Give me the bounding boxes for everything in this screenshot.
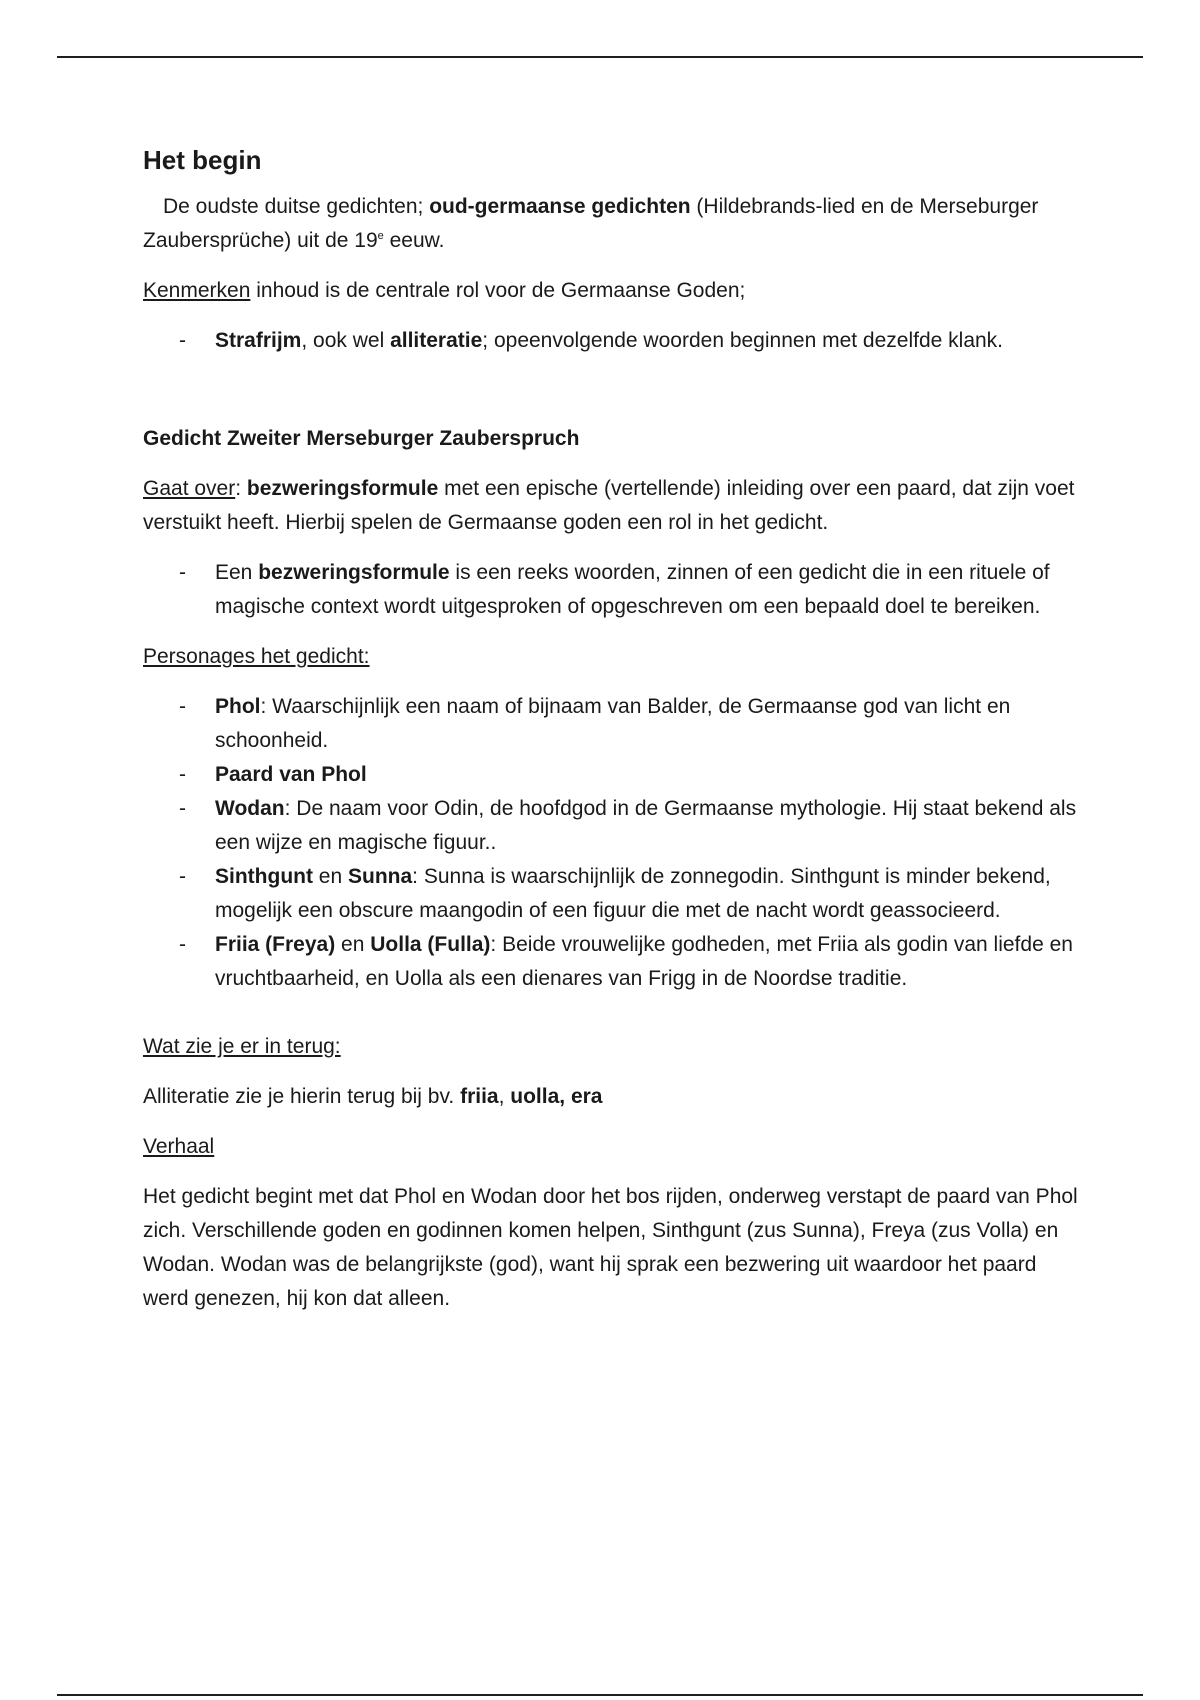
heading-het-begin: Het begin xyxy=(143,145,262,175)
top-rule xyxy=(57,56,1143,58)
gaat-over-label: Gaat over xyxy=(143,477,236,500)
def-term: bezweringsformule xyxy=(258,561,450,584)
intro-text-d: eeuw. xyxy=(383,229,445,252)
character-name: Sunna xyxy=(348,865,413,888)
character-name: Phol xyxy=(215,695,261,718)
heading-gedicht: Gedicht Zweiter Merseburger Zauberspruch xyxy=(143,427,580,450)
character-name: Uolla (Fulla) xyxy=(370,933,491,956)
character-desc: : Waarschijnlijk een naam of bijnaam van Balder, de Germaanse god van licht en schoonheid. xyxy=(215,695,1011,752)
strafrijm-term: Strafrijm xyxy=(215,329,302,352)
gaat-over-bold: bezweringsformule xyxy=(246,477,439,500)
wat-zie-je-label: Wat zie je er in terug: xyxy=(143,1035,341,1058)
intro-paragraph xyxy=(143,190,1083,258)
alliteratie-sep: , xyxy=(498,1085,511,1108)
verhaal-paragraph: Het gedicht begint met dat Phol en Wodan door het bos rijden, onderweg verstapt de paard van Phol zich. Verschillende goden en godinnen komen helpen, Sinthgunt (zus Sunna), Freya (zus Volla) en Wodan. Wodan was de belangrijkste (god), want hij sprak een bezwering uit waardoor het paard werd genezen, hij kon dat alleen. xyxy=(143,1185,1078,1310)
kenmerken-label: Kenmerken xyxy=(143,279,251,302)
character-desc: : Sunna is waarschijnlijk de zonnegodin. Sinthgunt is minder bekend, mogelijk een obscure maangodin of een figuur die met de nacht wordt geassocieerd. xyxy=(215,865,1051,922)
def-text-a: Een xyxy=(215,561,259,584)
alliteratie-paragraph xyxy=(143,1080,1083,1114)
intro-text-c: (Hildebrands-lied en de Merseburger Zaubersprüche) uit de 19 xyxy=(143,195,1039,252)
character-name: Friia (Freya) xyxy=(215,933,336,956)
bottom-rule xyxy=(57,1694,1143,1696)
list-item xyxy=(215,928,1083,996)
alliteratie-text: Alliteratie zie je hierin terug bij bv. xyxy=(143,1085,461,1108)
intro-superscript: e xyxy=(377,230,384,242)
verhaal-label: Verhaal xyxy=(143,1135,215,1158)
list-item xyxy=(215,792,1083,860)
document-body xyxy=(143,140,1083,1316)
definition-list xyxy=(143,556,1083,624)
alliteratie-word: friia xyxy=(460,1085,499,1108)
list-item xyxy=(215,324,1083,358)
kenmerken-list xyxy=(143,324,1083,358)
character-name: Paard van Phol xyxy=(215,763,367,786)
gaat-over-text: met een epische (vertellende) inleiding over een paard, dat zijn voet verstuikt heeft. Hierbij spelen de Germaanse goden een rol in het gedicht. xyxy=(143,477,1075,534)
kenmerken-paragraph xyxy=(143,274,1083,308)
list-item xyxy=(215,860,1083,928)
gaat-over-paragraph xyxy=(143,472,1083,540)
character-name: Wodan xyxy=(215,797,285,820)
kenmerken-text: inhoud is de centrale rol voor de Germaanse Goden; xyxy=(250,279,746,302)
list-item xyxy=(215,556,1083,624)
character-conj: en xyxy=(312,865,348,888)
gaat-over-colon: : xyxy=(235,477,247,500)
def-text-c: is een reeks woorden, zinnen of een gedicht die in een rituele of magische context wordt uitgesproken of opgeschreven om een bepaald doel te bereiken. xyxy=(215,561,1050,618)
personages-label: Personages het gedicht: xyxy=(143,645,370,668)
intro-text-a: De oudste duitse gedichten; xyxy=(163,195,430,218)
list-item xyxy=(215,758,1083,792)
personages-list xyxy=(143,690,1083,996)
bullet-text: , ook wel xyxy=(301,329,391,352)
intro-bold: oud-germaanse gedichten xyxy=(429,195,691,218)
character-desc: : De naam voor Odin, de hoofdgod in de Germaanse mythologie. Hij staat bekend als een wijze en magische figuur.. xyxy=(215,797,1077,854)
character-conj: en xyxy=(335,933,371,956)
alliteratie-term: alliteratie xyxy=(390,329,483,352)
alliteratie-word: uolla, era xyxy=(510,1085,603,1108)
bullet-text: ; opeenvolgende woorden beginnen met dezelfde klank. xyxy=(482,329,1004,352)
character-desc: : Beide vrouwelijke godheden, met Friia als godin van liefde en vruchtbaarheid, en Uolla als een dienares van Frigg in de Noordse traditie. xyxy=(215,933,1073,990)
list-item xyxy=(215,690,1083,758)
character-name: Sinthgunt xyxy=(215,865,313,888)
